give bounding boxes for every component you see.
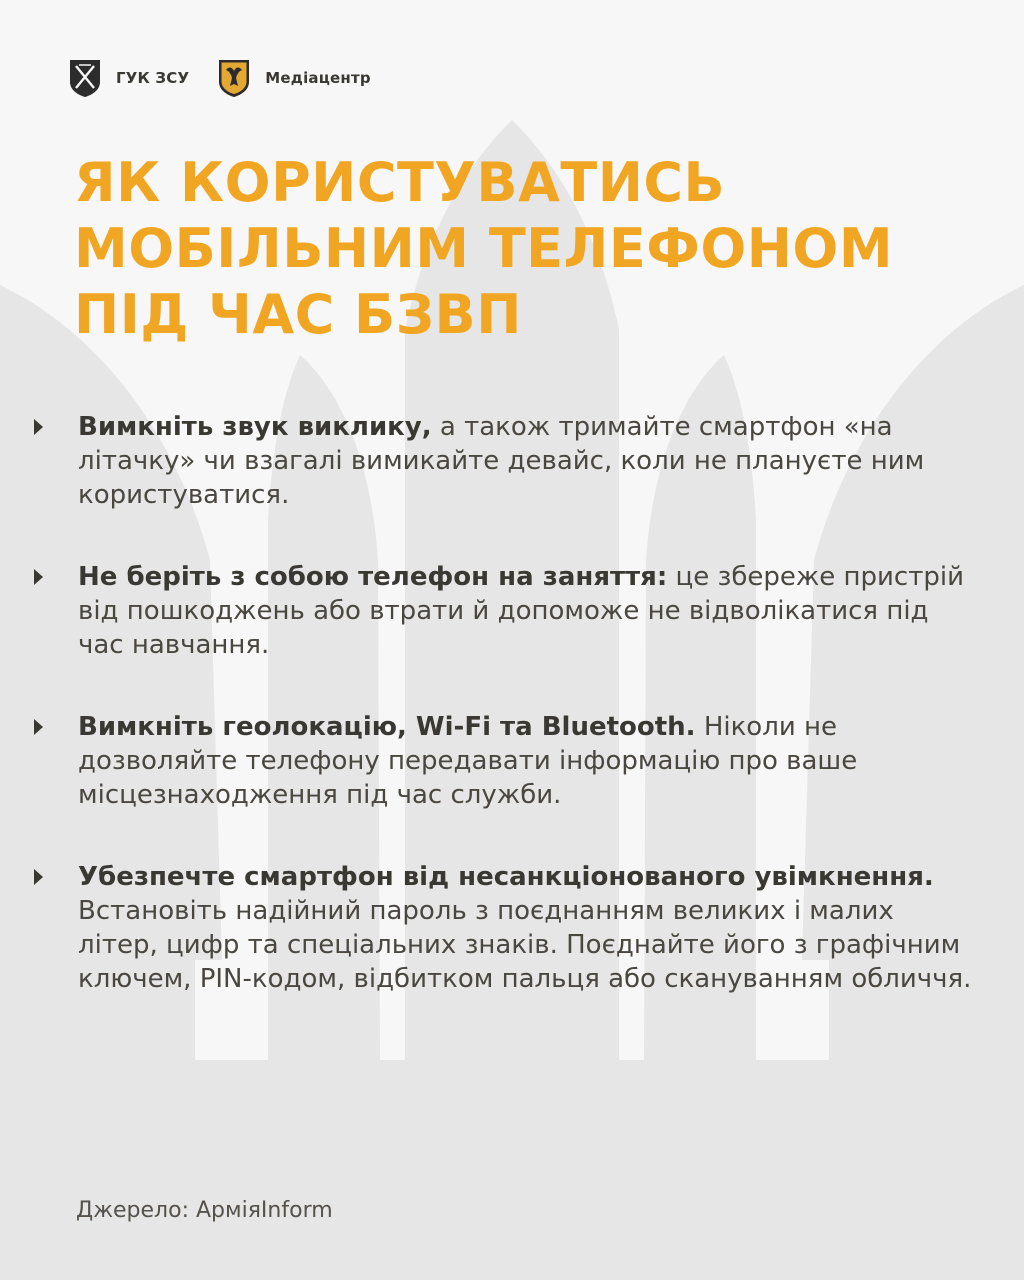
- tip-heading: Вимкніть геолокацію, Wi-Fi та Bluetooth.: [78, 712, 696, 742]
- page-title: [74, 150, 893, 348]
- shield-crossed-swords-icon: [68, 58, 102, 98]
- source-credit: Джерело: АрміяInform: [76, 1198, 333, 1223]
- triangle-bullet-icon: [34, 419, 43, 435]
- title-line: ЯК КОРИСТУВАТИСЬ: [74, 151, 726, 214]
- tip-item: [34, 560, 974, 662]
- title-line: ПІД ЧАС БЗВП: [74, 283, 522, 346]
- triangle-bullet-icon: [34, 719, 43, 735]
- tip-text: Ніколи не дозволяйте телефону передавати інформацію про ваше місцезнаходження під час служби.: [78, 712, 858, 810]
- griffin-shield-icon: [217, 58, 251, 98]
- tip-heading: Убезпечте смартфон від несанкціонованого увімкнення.: [78, 862, 934, 892]
- tip-item: [34, 860, 974, 996]
- logo-label-guk-zsu: ГУК ЗСУ: [116, 69, 190, 87]
- tip-text: це збереже пристрій від пошкоджень або втрати й допоможе не відволікатися під час навчання.: [78, 562, 964, 660]
- triangle-bullet-icon: [34, 569, 43, 585]
- tips-list: [34, 410, 974, 996]
- header: [68, 58, 399, 98]
- logo-mediacentre: [217, 58, 371, 98]
- tip-heading: Вимкніть звук виклику,: [78, 412, 432, 442]
- logo-label-mediacentre: Медіацентр: [265, 69, 371, 87]
- tip-item: [34, 710, 974, 812]
- logo-guk-zsu: [68, 58, 189, 98]
- tip-text: Встановіть надійний пароль з поєднанням великих і малих літер, цифр та спеціальних знаків. Поєднайте його з графічним ключем, PIN-кодом, відбитком пальця або скануванням обличчя.: [78, 896, 972, 994]
- title-line: МОБІЛЬНИМ ТЕЛЕФОНОМ: [74, 217, 894, 280]
- tip-text: а також тримайте смартфон «на літачку» чи взагалі вимикайте девайс, коли не плануєте ним користуватися.: [78, 412, 925, 510]
- tip-item: [34, 410, 974, 512]
- triangle-bullet-icon: [34, 869, 43, 885]
- tip-heading: Не беріть з собою телефон на заняття:: [78, 562, 668, 592]
